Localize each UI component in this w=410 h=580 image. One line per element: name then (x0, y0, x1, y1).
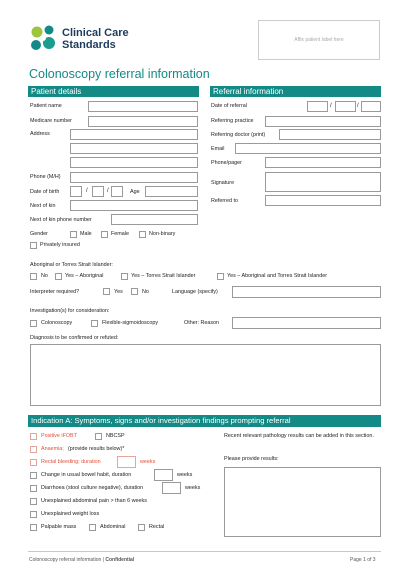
logo-mark-icon (28, 24, 60, 54)
age-field[interactable] (145, 186, 198, 197)
atsi-question: Aboriginal or Torres Strait Islander: (30, 262, 113, 268)
abdominal-checkbox[interactable] (89, 524, 96, 531)
referral-date-separator-2: / (357, 103, 359, 109)
bowel-habit-checkbox[interactable] (30, 472, 37, 479)
flexi-sig-checkbox[interactable] (91, 320, 98, 327)
address-field-1[interactable] (70, 129, 198, 140)
medicare-label: Medicare number (30, 118, 72, 124)
rectal-label: Rectal (149, 524, 165, 530)
weight-loss-checkbox[interactable] (30, 511, 37, 518)
address-field-3[interactable] (70, 157, 198, 168)
phone-label: Phone (M/H) (30, 174, 61, 180)
interpreter-question: Interpreter required? (30, 289, 80, 295)
gender-male-checkbox[interactable] (70, 231, 77, 238)
referring-doctor-field[interactable] (279, 129, 381, 140)
gender-female-label: Female (111, 231, 129, 237)
email-field[interactable] (235, 143, 381, 154)
logo (28, 24, 60, 54)
provide-results-label: Please provide results: (224, 456, 279, 462)
dob-separator-1: / (86, 188, 88, 194)
address-field-2[interactable] (70, 143, 198, 154)
gender-label: Gender (30, 231, 48, 237)
dob-day-field[interactable] (70, 186, 82, 197)
referring-practice-field[interactable] (265, 116, 381, 127)
nbcsp-label: NBCSP (106, 433, 125, 439)
brand-name-line1: Clinical Care (62, 27, 129, 39)
nok-label: Next of kin (30, 203, 56, 209)
dob-year-field[interactable] (111, 186, 123, 197)
diagnosis-field[interactable] (30, 344, 381, 406)
patient-label-area (258, 20, 380, 60)
pathology-note: Recent relevant pathology results can be added in this section. (224, 433, 374, 439)
anaemia-label: Anaemia; (41, 446, 64, 452)
atsi-both-label: Yes – Aboriginal and Torres Strait Islander (227, 273, 328, 279)
interpreter-yes-label: Yes (114, 289, 123, 295)
footer-doc-title: Colonoscopy referral information (29, 557, 102, 563)
page-number: Page 1 of 3 (350, 557, 376, 563)
language-label: Language (specify) (172, 289, 218, 295)
patient-name-field[interactable] (88, 101, 198, 112)
referred-to-label: Referred to (211, 198, 238, 204)
referral-info-header: Referral information (210, 86, 381, 97)
patient-name-label: Patient name (30, 103, 62, 109)
footer-divider (28, 551, 381, 552)
gender-nonbinary-label: Non-binary (149, 231, 176, 237)
patient-details-header: Patient details (28, 86, 199, 97)
language-field[interactable] (232, 286, 381, 298)
patient-label-text: Affix patient label here (294, 37, 344, 43)
other-reason-label: Other: Reason (184, 320, 220, 326)
pathology-results-field[interactable] (224, 467, 381, 537)
abdominal-label: Abdominal (100, 524, 126, 530)
referral-date-day-field[interactable] (307, 101, 328, 112)
abdo-pain-checkbox[interactable] (30, 498, 37, 505)
investigation-question: Investigation(s) for consideration: (30, 308, 110, 314)
brand-name-line2: Standards (62, 39, 116, 51)
interpreter-yes-checkbox[interactable] (103, 288, 110, 295)
phone-pager-field[interactable] (265, 157, 381, 168)
dob-label: Date of birth (30, 189, 60, 195)
atsi-aboriginal-label: Yes – Aboriginal (65, 273, 104, 279)
signature-label: Signature (211, 180, 235, 186)
nbcsp-checkbox[interactable] (95, 433, 102, 440)
medicare-field[interactable] (88, 116, 198, 127)
age-label: Age (130, 189, 140, 195)
nok-phone-field[interactable] (111, 214, 198, 225)
diarrhoea-weeks-label: weeks (185, 485, 201, 491)
anaemia-checkbox[interactable] (30, 446, 37, 453)
rectal-bleeding-duration-field[interactable] (117, 456, 136, 468)
positive-ifobt-checkbox[interactable] (30, 433, 37, 440)
email-label: Email (211, 146, 225, 152)
abdo-pain-label: Unexplained abdominal pain > than 6 weeks (41, 498, 147, 504)
footer-confidential: Confidential (105, 557, 135, 563)
referred-to-field[interactable] (265, 195, 381, 206)
referring-doctor-label: Referring doctor (print) (211, 132, 266, 138)
dob-separator-2: / (107, 188, 109, 194)
colonoscopy-checkbox[interactable] (30, 320, 37, 327)
rectal-bleeding-weeks-label: weeks (140, 459, 156, 465)
interpreter-no-checkbox[interactable] (131, 288, 138, 295)
gender-female-checkbox[interactable] (101, 231, 108, 238)
phone-field[interactable] (70, 172, 198, 183)
rectal-bleeding-checkbox[interactable] (30, 459, 37, 466)
diarrhoea-checkbox[interactable] (30, 485, 37, 492)
atsi-tsi-label: Yes – Torres Strait Islander (131, 273, 196, 279)
bowel-habit-weeks-label: weeks (177, 472, 193, 478)
anaemia-note: (provide results below)* (68, 446, 125, 452)
diagnosis-label: Diagnosis to be confirmed or refuted: (30, 335, 119, 341)
flexi-sig-label: Flexible-sigmoidoscopy (102, 320, 159, 326)
gender-nonbinary-checkbox[interactable] (139, 231, 146, 238)
weight-loss-label: Unexplained weight loss (41, 511, 100, 517)
phone-pager-label: Phone/pager (211, 160, 242, 166)
indication-a-header: Indication A: Symptoms, signs and/or investigation findings prompting referral (28, 415, 381, 427)
signature-field[interactable] (265, 172, 381, 192)
dob-month-field[interactable] (92, 186, 104, 197)
diarrhoea-label: Diarrhoea (stool culture negative), duration (41, 485, 144, 491)
private-insured-checkbox[interactable] (30, 242, 37, 249)
colonoscopy-label: Colonoscopy (41, 320, 73, 326)
address-label: Address (30, 131, 50, 137)
other-reason-field[interactable] (232, 317, 381, 329)
referral-date-separator-1: / (330, 103, 332, 109)
private-insured-label: Privately insured (40, 242, 80, 248)
footer-separator: | (101, 557, 106, 563)
rectal-bleeding-label: Rectal bleeding; duration (41, 459, 101, 465)
nok-field[interactable] (70, 200, 198, 211)
referral-date-year-field[interactable] (361, 101, 381, 112)
footer-left (29, 557, 134, 564)
atsi-tsi-checkbox[interactable] (121, 273, 128, 280)
bowel-habit-duration-field[interactable] (154, 469, 173, 481)
positive-ifobt-label: Positive iFOBT (41, 433, 77, 439)
nok-phone-label: Next of kin phone number (30, 217, 92, 223)
referring-practice-label: Referring practice (211, 118, 254, 124)
atsi-no-checkbox[interactable] (30, 273, 37, 280)
atsi-both-checkbox[interactable] (217, 273, 224, 280)
referral-date-label: Date of referral (211, 103, 247, 109)
diarrhoea-duration-field[interactable] (162, 482, 181, 494)
gender-male-label: Male (80, 231, 92, 237)
atsi-aboriginal-checkbox[interactable] (55, 273, 62, 280)
referral-date-month-field[interactable] (335, 101, 356, 112)
rectal-checkbox[interactable] (138, 524, 145, 531)
palpable-mass-checkbox[interactable] (30, 524, 37, 531)
interpreter-no-label: No (142, 289, 149, 295)
bowel-habit-label: Change in usual bowel habit, duration (41, 472, 132, 478)
atsi-no-label: No (41, 273, 48, 279)
palpable-mass-label: Palpable mass (41, 524, 77, 530)
page-title: Colonoscopy referral information (29, 67, 210, 81)
